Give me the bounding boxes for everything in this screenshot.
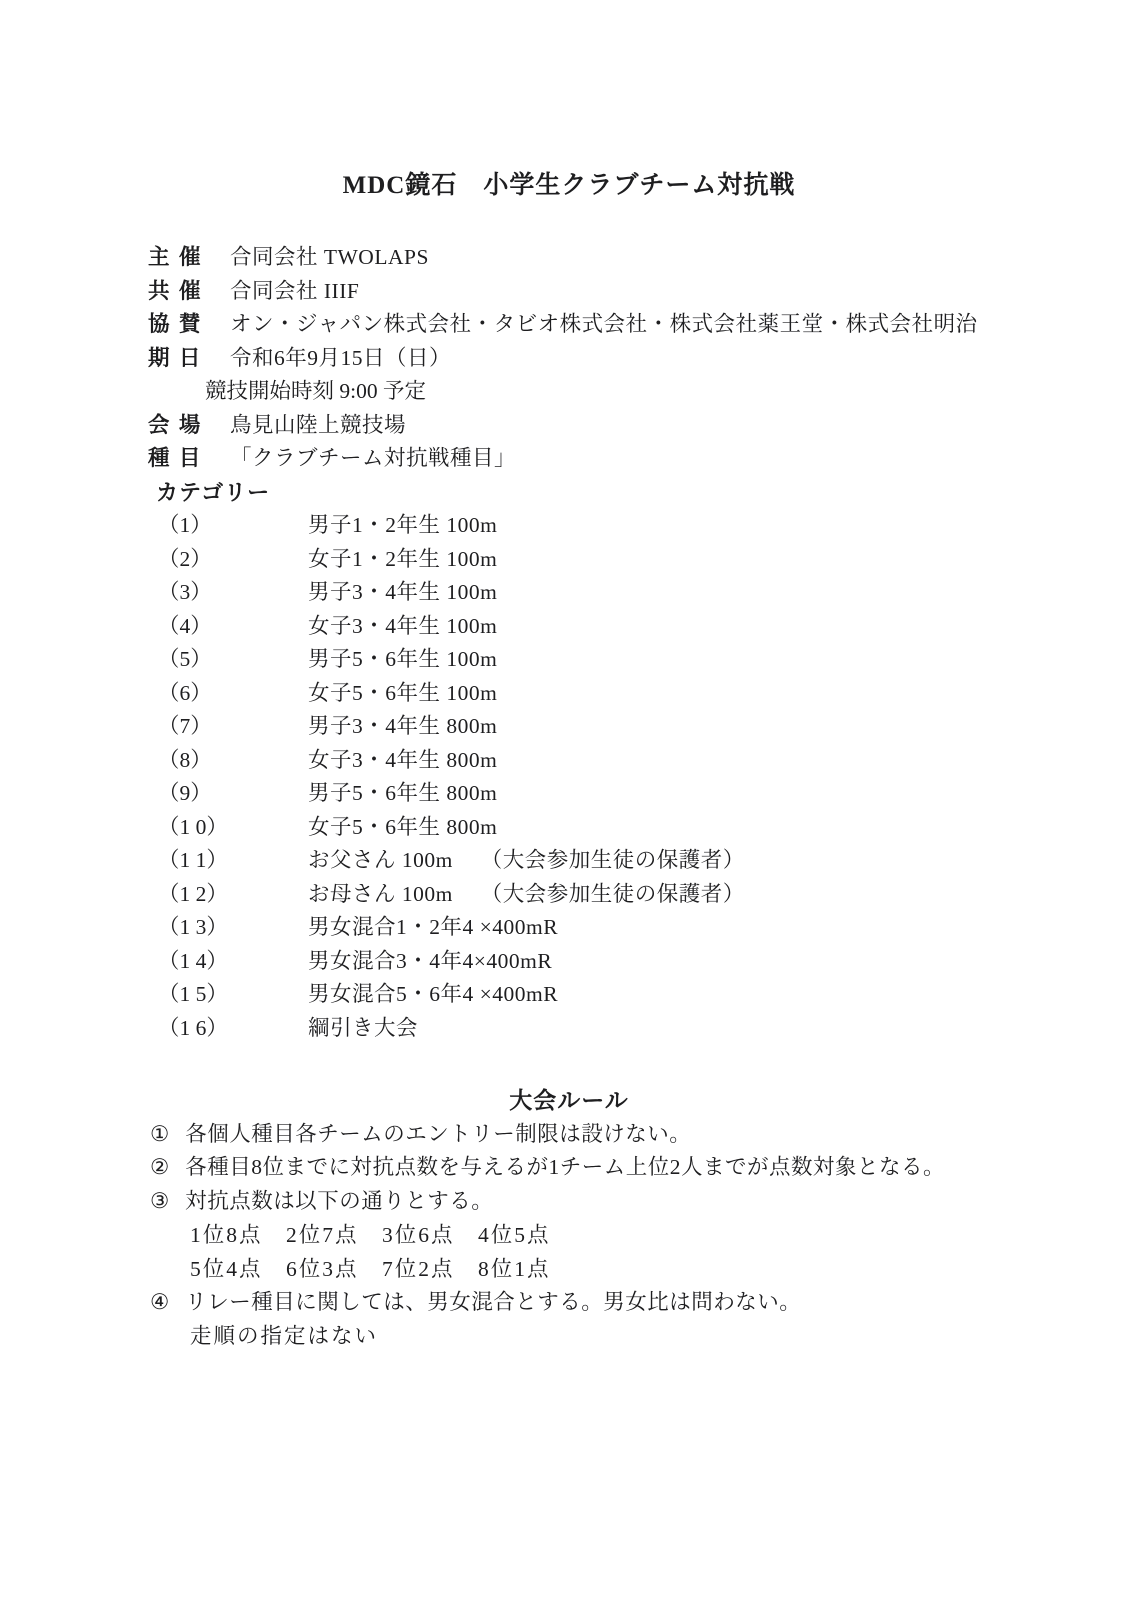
category-row bbox=[0, 643, 1138, 677]
rule-row bbox=[0, 1118, 1138, 1152]
category-event: 男子5・6年生 100m bbox=[308, 647, 498, 671]
info-value: 鳥見山陸上競技場 bbox=[230, 412, 407, 437]
info-label: 種 目 bbox=[148, 446, 203, 470]
info-row-venue bbox=[0, 409, 1138, 443]
categories-list bbox=[0, 509, 1138, 1045]
category-number: （1） bbox=[158, 513, 212, 537]
document-title: MDC鏡石 小学生クラブチーム対抗戦 bbox=[342, 172, 796, 199]
category-event: 女子3・4年生 800m bbox=[308, 747, 498, 772]
category-event: 男女混合3・4年4×400mR bbox=[308, 948, 553, 973]
category-event: 男子3・4年生 100m bbox=[308, 580, 498, 604]
category-row bbox=[0, 710, 1138, 744]
category-event: お父さん 100m （大会参加生徒の保護者） bbox=[308, 848, 745, 872]
rule-text: 各種目8位までに対抗点数を与えるが1チーム上位2人までが点数対象となる。 bbox=[185, 1155, 946, 1180]
category-row bbox=[0, 1012, 1138, 1046]
category-number: （8） bbox=[158, 747, 212, 772]
category-row bbox=[0, 509, 1138, 543]
category-event: 男子3・4年生 800m bbox=[308, 714, 498, 738]
category-number: （2） bbox=[158, 546, 212, 571]
category-number: （1 1） bbox=[158, 848, 228, 872]
rule-row bbox=[0, 1151, 1138, 1185]
rule-text: 対抗点数は以下の通りとする。 bbox=[185, 1189, 494, 1214]
category-number: （1 0） bbox=[158, 814, 228, 839]
rule-text: 各個人種目各チームのエントリー制限は設けない。 bbox=[185, 1121, 692, 1146]
category-number: （1 5） bbox=[158, 982, 228, 1006]
category-event: お母さん 100m （大会参加生徒の保護者） bbox=[308, 881, 745, 906]
info-label: 期 日 bbox=[148, 345, 203, 370]
category-event: 男子1・2年生 100m bbox=[308, 513, 498, 537]
category-number: （7） bbox=[158, 714, 212, 738]
category-row bbox=[0, 844, 1138, 878]
category-row bbox=[0, 610, 1138, 644]
rules-list bbox=[0, 1118, 1138, 1355]
info-row-co-organizer bbox=[0, 275, 1138, 309]
category-event: 男女混合5・6年4 ×400mR bbox=[308, 982, 559, 1006]
category-number: （1 6） bbox=[158, 1015, 228, 1040]
info-row-events bbox=[0, 442, 1138, 476]
category-number: （4） bbox=[158, 613, 212, 638]
category-row bbox=[0, 543, 1138, 577]
info-row-date bbox=[0, 342, 1138, 376]
rule-row bbox=[0, 1286, 1138, 1320]
category-number: （6） bbox=[158, 680, 212, 705]
category-event: 男子5・6年生 800m bbox=[308, 781, 498, 805]
category-row bbox=[0, 978, 1138, 1012]
category-row bbox=[0, 677, 1138, 711]
info-label: 協 賛 bbox=[148, 312, 203, 336]
rule-number: ④ bbox=[150, 1290, 170, 1315]
category-event: 綱引き大会 bbox=[308, 1015, 419, 1040]
category-row bbox=[0, 744, 1138, 778]
event-info-section bbox=[0, 241, 1138, 476]
rule-points-line: 5位4点 6位3点 7位2点 8位1点 bbox=[190, 1256, 551, 1281]
info-value: 合同会社 TWOLAPS bbox=[230, 245, 429, 269]
category-event: 女子5・6年生 800m bbox=[308, 814, 498, 839]
category-number: （1 3） bbox=[158, 915, 228, 939]
rules-heading: 大会ルール bbox=[509, 1088, 629, 1113]
info-value: 令和6年9月15日（日） bbox=[230, 345, 452, 370]
info-value: オン・ジャパン株式会社・タビオ株式会社・株式会社薬王堂・株式会社明治 bbox=[230, 312, 978, 336]
categories-heading: カテゴリー bbox=[156, 479, 271, 505]
category-row bbox=[0, 878, 1138, 912]
rule-sub-line: 走順の指定はない bbox=[190, 1324, 379, 1349]
category-event: 女子3・4年生 100m bbox=[308, 613, 498, 638]
category-number: （3） bbox=[158, 580, 212, 604]
category-number: （5） bbox=[158, 647, 212, 671]
category-row bbox=[0, 777, 1138, 811]
category-number: （1 2） bbox=[158, 881, 228, 906]
category-event: 女子1・2年生 100m bbox=[308, 546, 498, 571]
rule-number: ① bbox=[150, 1121, 170, 1146]
info-start-time: 競技開始時刻 9:00 予定 bbox=[205, 379, 426, 403]
category-event: 女子5・6年生 100m bbox=[308, 680, 498, 705]
info-label: 共 催 bbox=[148, 278, 203, 303]
info-value: 合同会社 IIIF bbox=[230, 278, 360, 303]
info-row-sponsors bbox=[0, 308, 1138, 342]
category-number: （1 4） bbox=[158, 948, 228, 973]
category-row bbox=[0, 811, 1138, 845]
category-row bbox=[0, 576, 1138, 610]
rule-points-line: 1位8点 2位7点 3位6点 4位5点 bbox=[190, 1222, 551, 1247]
rule-number: ③ bbox=[150, 1189, 170, 1214]
category-number: （9） bbox=[158, 781, 212, 805]
category-row bbox=[0, 911, 1138, 945]
info-value: 「クラブチーム対抗戦種目」 bbox=[230, 446, 517, 470]
info-label: 主 催 bbox=[148, 245, 203, 269]
rule-text: リレー種目に関しては、男女混合とする。男女比は問わない。 bbox=[185, 1290, 802, 1315]
info-row-organizer bbox=[0, 241, 1138, 275]
rule-row bbox=[0, 1185, 1138, 1219]
info-label: 会 場 bbox=[148, 412, 203, 437]
category-event: 男女混合1・2年4 ×400mR bbox=[308, 915, 559, 939]
category-row bbox=[0, 945, 1138, 979]
rule-number: ② bbox=[150, 1155, 170, 1180]
